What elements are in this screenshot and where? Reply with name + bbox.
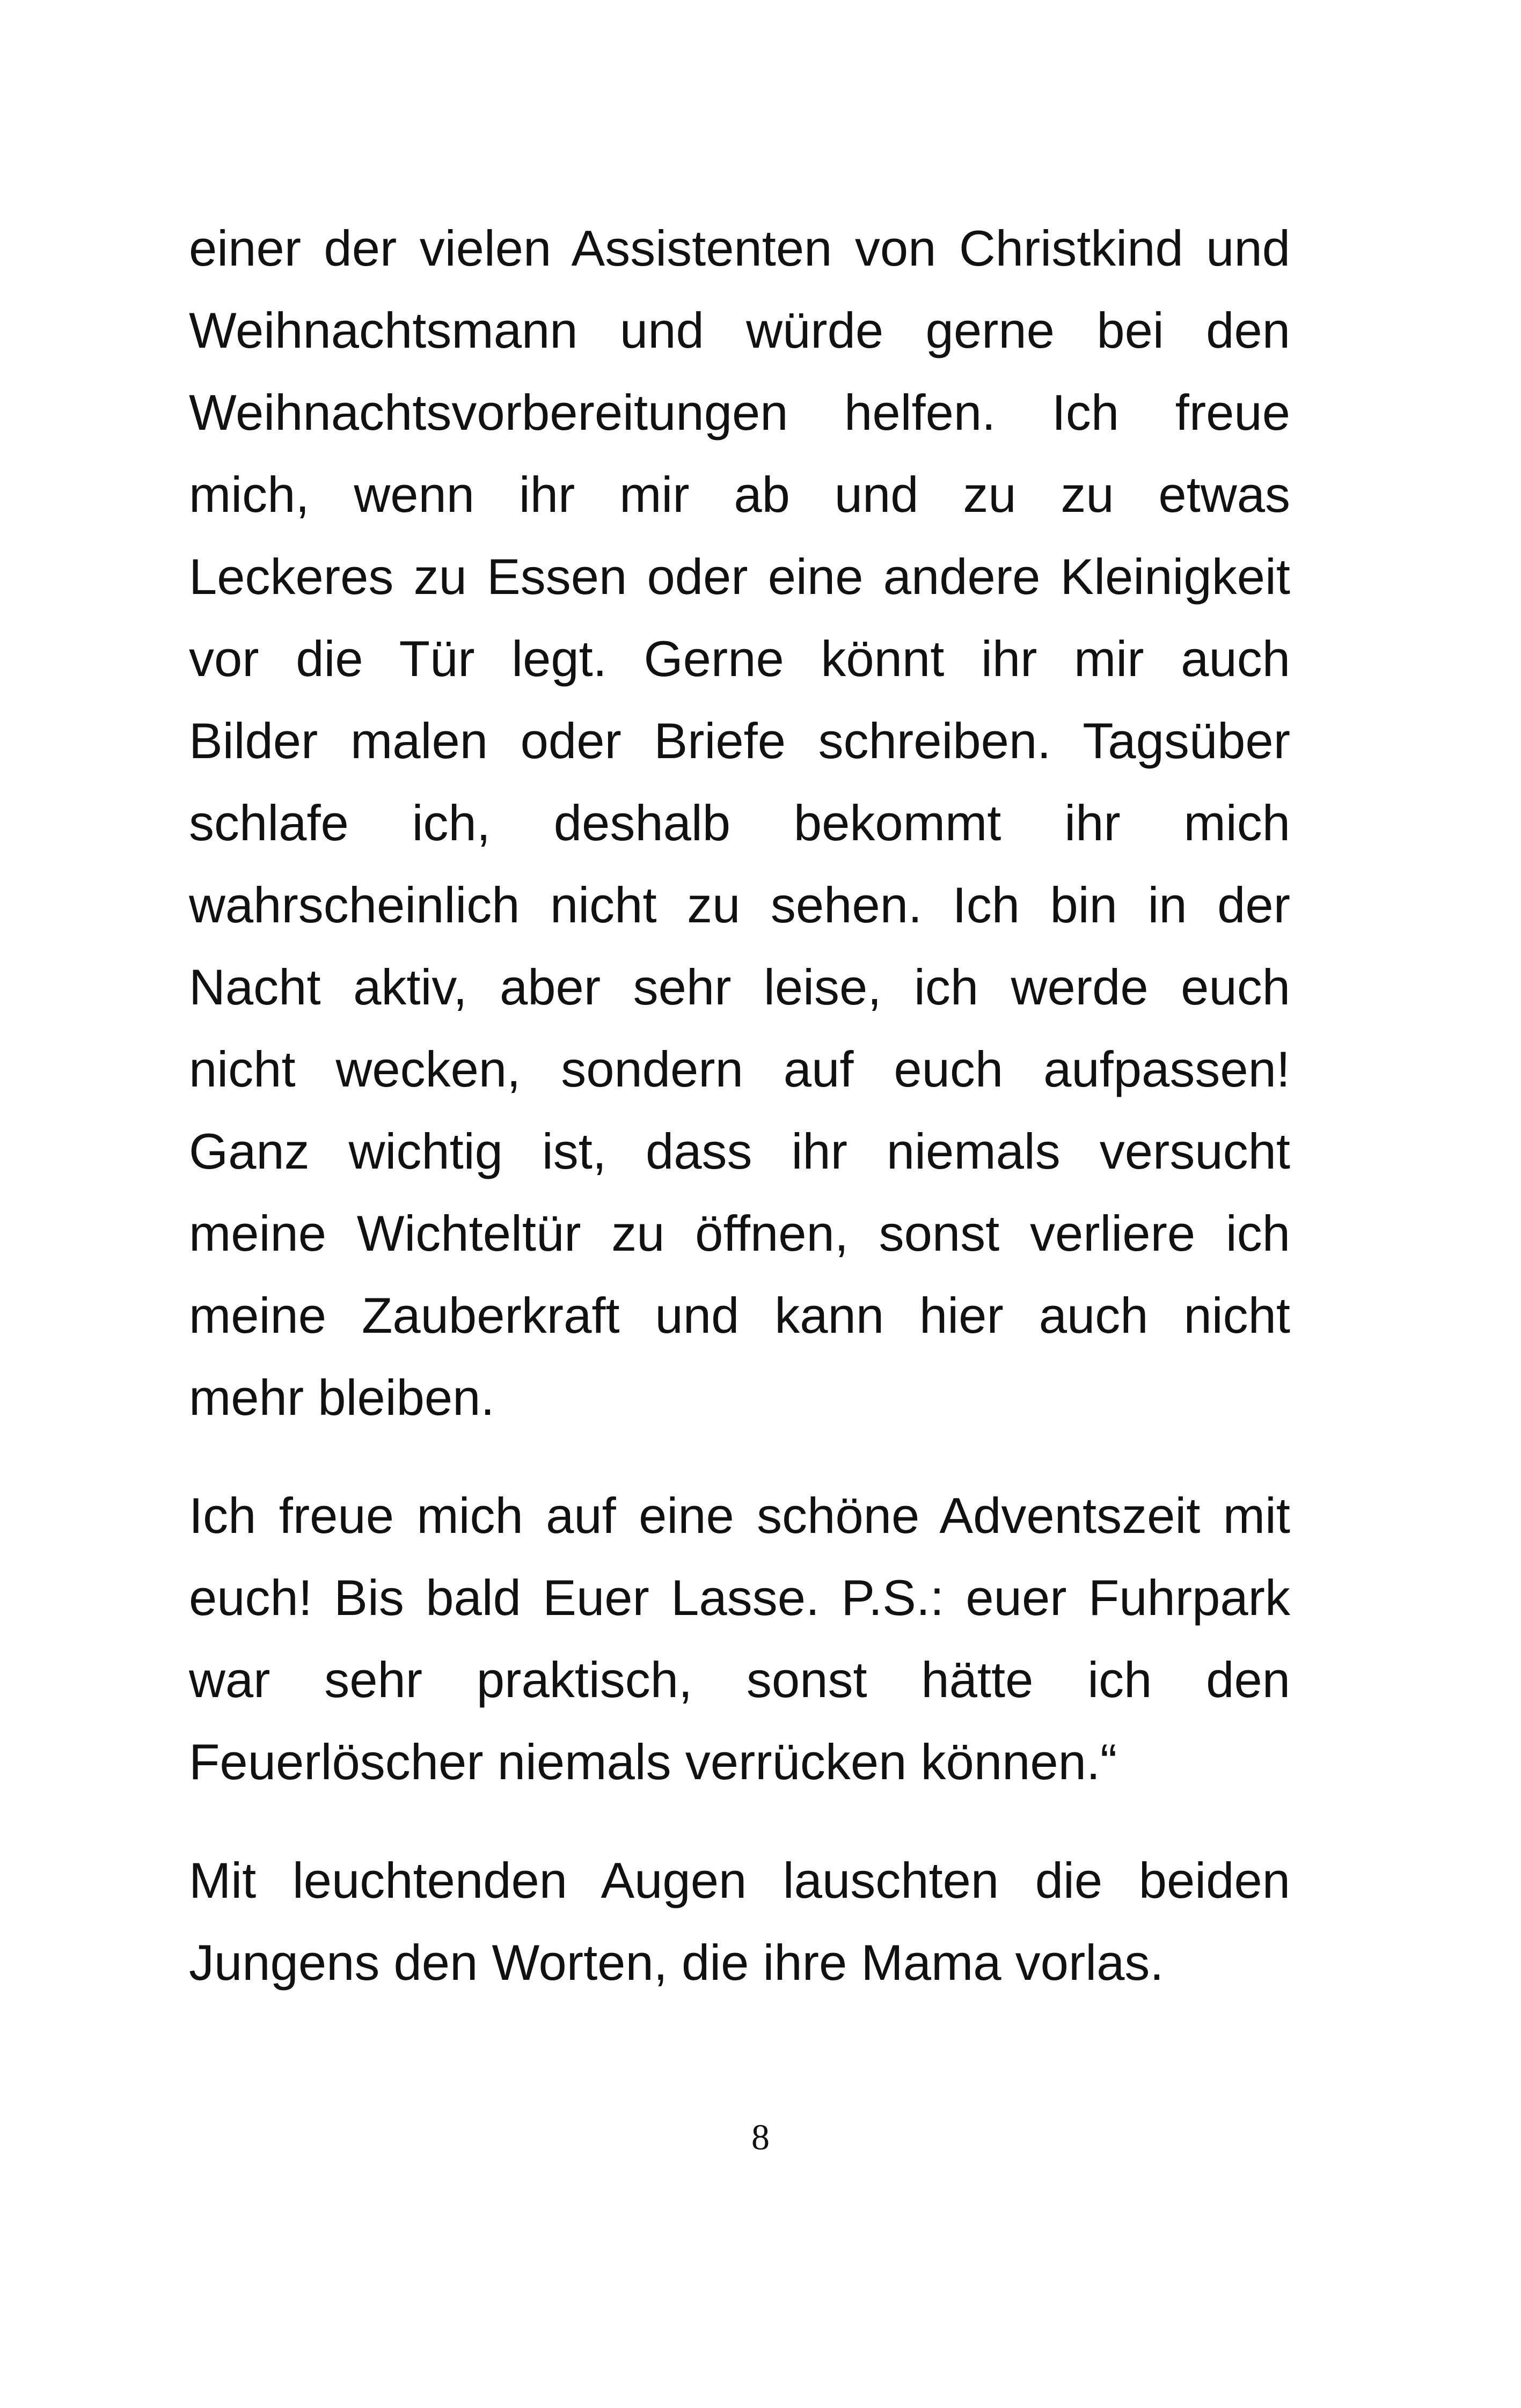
text-line: Nacht aktiv, aber sehr leise, ich werde euch [189,959,1290,1015]
text-line: Leckeres zu Essen oder eine andere Kleinigkeit [189,548,1290,605]
text-line: Bilder malen oder Briefe schreiben. Tagsüber [189,713,1290,769]
text-line: mich, wenn ihr mir ab und zu zu etwas [189,466,1290,523]
text-line: mehr bleiben. [189,1369,495,1426]
text-line: Mit leuchtenden Augen lauschten die beiden [189,1852,1290,1908]
text-line: wahrscheinlich nicht zu sehen. Ich bin in der [189,877,1290,933]
text-line: vor die Tür legt. Gerne könnt ihr mir auch [189,630,1290,687]
text-line: nicht wecken, sondern auf euch aufpassen! [189,1041,1290,1097]
text-line: Ganz wichtig ist, dass ihr niemals versucht [189,1123,1290,1179]
text-line: meine Wichteltür zu öffnen, sonst verliere ich [189,1205,1290,1261]
paragraph-3 [189,1839,1290,2003]
paragraph-1 [189,207,1290,1438]
text-line: schlafe ich, deshalb bekommt ihr mich [189,795,1290,851]
paragraph-2 [189,1474,1290,1803]
page-number: 8 [751,2117,770,2157]
text-line: Jungens den Worten, die ihre Mama vorlas. [189,1934,1164,1991]
text-line: Feuerlöscher niemals verrücken können.“ [189,1734,1117,1790]
text-line: Ich freue mich auf eine schöne Adventszeit mit [189,1487,1290,1544]
text-line: euch! Bis bald Euer Lasse. P.S.: euer Fuhrpark [189,1569,1290,1626]
text-line: Weihnachtsvorbereitungen helfen. Ich freue [189,384,1290,441]
text-line: einer der vielen Assistenten von Christkind und [189,220,1290,276]
text-line: war sehr praktisch, sonst hätte ich den [189,1651,1290,1708]
text-line: meine Zauberkraft und kann hier auch nicht [189,1287,1290,1344]
text-line: Weihnachtsmann und würde gerne bei den [189,302,1290,358]
